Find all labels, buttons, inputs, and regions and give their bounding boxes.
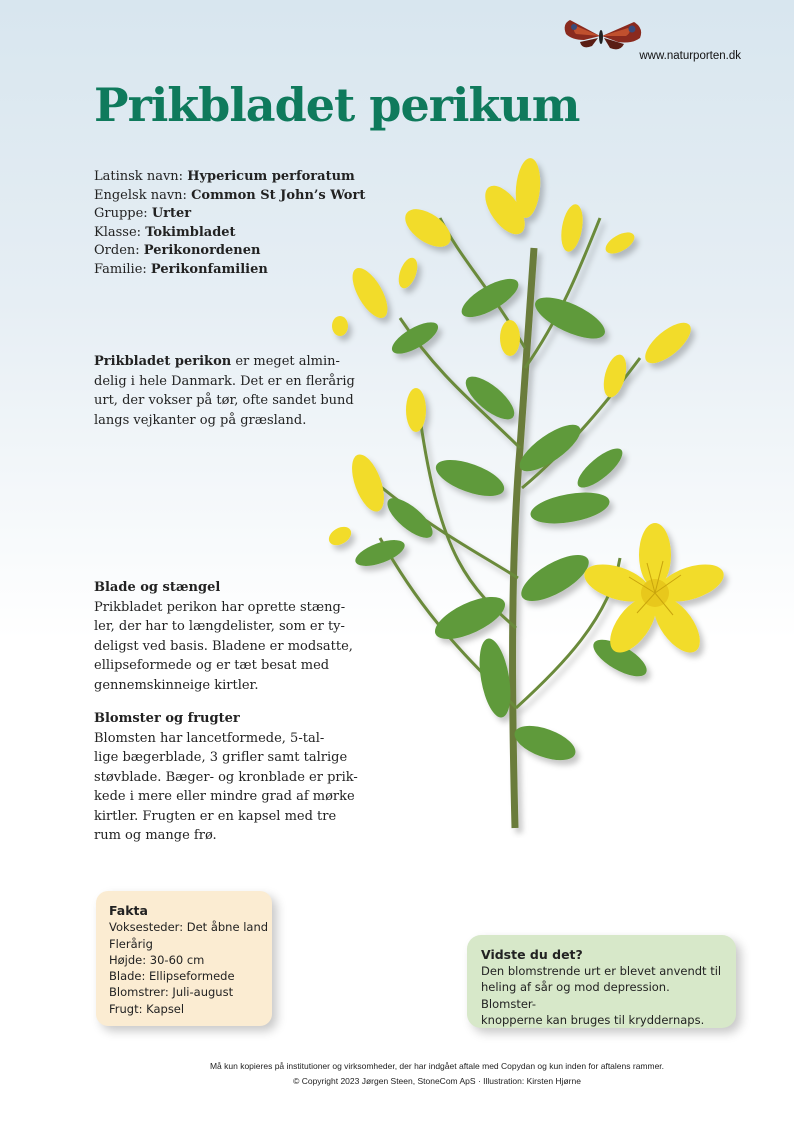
taxonomy-order: Orden: Perikonordenen [94, 243, 261, 258]
facts-flowering: Blomstrer: Juli-august [109, 985, 234, 1000]
facts-habitat: Voksesteder: Det åbne land [109, 920, 269, 935]
footer-license: Må kun kopieres på institutioner og virksomheder, der har indgået aftale med Copydan og kun inden for aftalens rammer. [209, 1061, 665, 1071]
taxonomy-group: Gruppe: Urter [94, 206, 192, 221]
website-url[interactable]: www.naturporten.dk [639, 50, 741, 62]
taxonomy-family: Familie: Perikonfamilien [94, 261, 268, 277]
flowers-heading: Blomster og frugter [94, 711, 240, 726]
did-you-know-line: Den blomstrende urt er blevet anvendt til [481, 964, 722, 979]
butterfly-logo [560, 14, 646, 54]
did-you-know-box [467, 935, 736, 1028]
facts-leaves: Blade: Ellipseformede [109, 969, 235, 984]
footer-copyright: © Copyright 2023 Jørgen Steen, StoneCom ApS · Illustration: Kirsten Hjørne [293, 1076, 581, 1086]
plant-illustration [320, 148, 760, 838]
taxonomy-class: Klasse: Tokimbladet [94, 224, 236, 240]
facts-fruit: Frugt: Kapsel [109, 1001, 185, 1016]
flowers-section: Blomster og frugter Blomsten har lancetformede, 5-tal- lige bægerblade, 3 grifler samt talrige støvblade. Bæger- og kronblade er prik- kede i mere eller mindre grad af mørke kirtler. Frugten er en kapsel med tre rum og mange frø. [94, 709, 364, 846]
facts-box [96, 891, 272, 1026]
did-you-know-heading: Vidste du det? [481, 947, 583, 962]
did-you-know-line: heling af sår og mod depression. Blomster- [481, 980, 670, 1011]
page-title: Prikbladet perikum [94, 78, 580, 132]
facts-lifespan: Flerårig [109, 936, 153, 951]
taxonomy-latin: Latinsk navn: Hypericum perforatum [94, 169, 355, 184]
leaves-heading: Blade og stængel [94, 580, 221, 595]
intro-paragraph: Prikbladet perikon er meget almin- delig i hele Danmark. Det er en flerårig urt, der vokser på tør, ofte sandet bund langs vejkanter og på græsland. [94, 354, 355, 428]
facts-height: Højde: 30-60 cm [109, 952, 205, 967]
taxonomy-english: Engelsk navn: Common St John’s Wort [94, 187, 366, 203]
did-you-know-line: knopperne kan bruges til kryddernaps. [481, 1012, 705, 1027]
leaves-section: Blade og stængel Prikbladet perikon har oprette stæng- ler, der har to længdelister, som er ty- deligst ved basis. Bladene er modsatte, ellipseformede og er tæt besat med gennemskinneige kirtler. [94, 578, 364, 695]
facts-heading: Fakta [109, 903, 148, 918]
